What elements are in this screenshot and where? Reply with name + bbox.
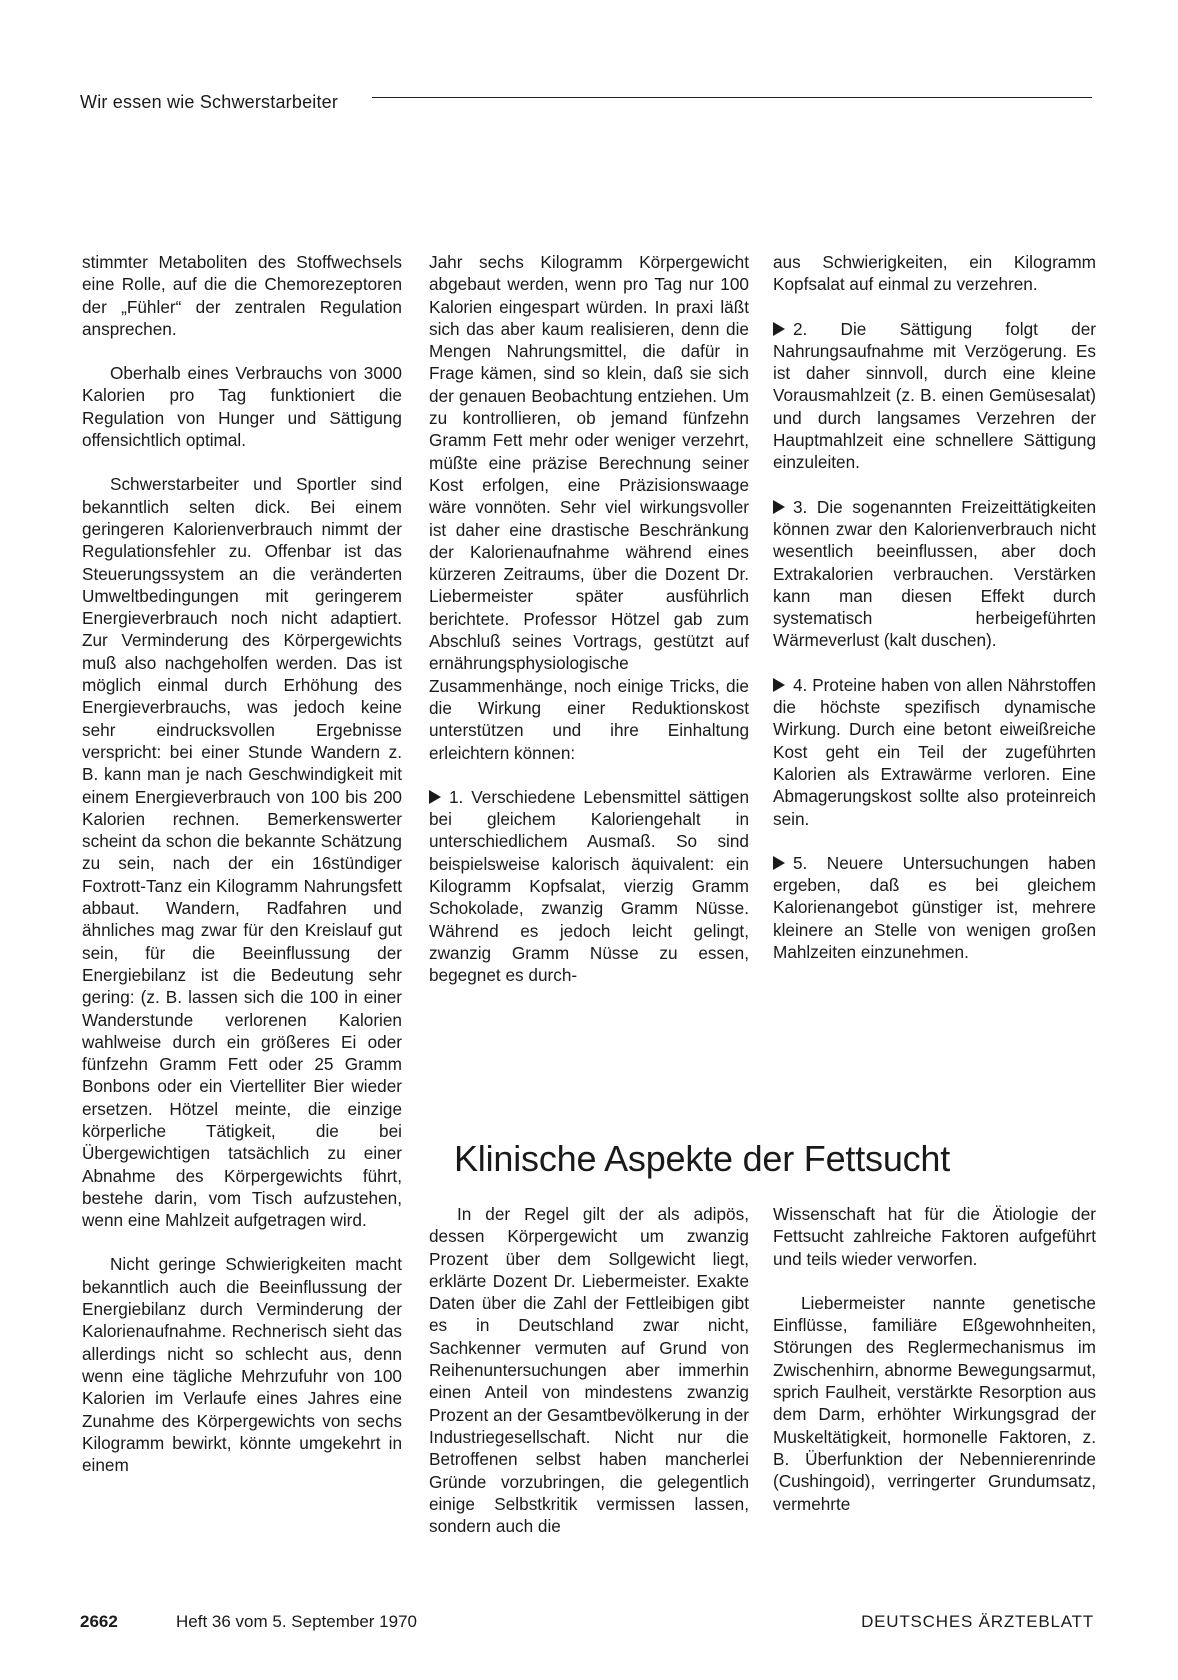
issue-info: Heft 36 vom 5. September 1970 — [176, 1612, 417, 1631]
list-item — [773, 674, 1096, 830]
paragraph: In der Regel gilt der als adipös, dessen Körpergewicht um zwanzig Prozent über dem Sollgewicht liegt, erklärte Dozent Dr. Liebermeister. Exakte Daten über die Zahl der Fettleibigen gibt es in Deutschland zwar nicht, Sachkenner vermuten auf Grund von Reihenuntersuchungen aber immerhin einen Anteil von mindestens zwanzig Prozent an der Gesamtbevölkerung in der Industriegesellschaft. Nicht nur die Betroffenen selbst haben mancherlei Gründe vorzubringen, die gelegentlich einige Selbstkritik vermissen lassen, sondern auch die — [429, 1204, 749, 1537]
paragraph: Oberhalb eines Verbrauchs von 3000 Kalorien pro Tag funktioniert die Regulation von Hunger und Sättigung offensichtlich optimal. — [82, 363, 402, 451]
triangle-bullet-icon — [773, 856, 785, 870]
list-item — [773, 318, 1096, 474]
paragraph: Schwerstarbeiter und Sportler sind bekanntlich selten dick. Bei einem geringeren Kalorienverbrauch nimmt der Regulationsfehler zu. Offenbar ist das Steuerungssystem an die veränderten Umweltbedingungen mit geringerem Energieverbrauch noch nicht adaptiert. Zur Verminderung des Körpergewichts muß also nachgeholfen werden. Das ist möglich einmal durch Erhöhung des Energieverbrauchs, was jedoch keine sehr eindrucksvollen Ergebnisse verspricht: bei einer Stunde Wandern z. B. kann man je nach Geschwindigkeit mit einem Energieverbrauch von 100 bis 200 Kalorien rechnen. Bemerkenswerter scheint da schon die bekannte Schätzung zu sein, nach der ein 16stündiger Foxtrott-Tanz ein Kilogramm Nahrungsfett abbaut. Wandern, Radfahren und ähnliches mag zwar für den Kreislauf gut sein, für die Beeinflussung der Energiebilanz ist die Bedeutung sehr gering: (z. B. lassen sich die 100 in einer Wanderstunde verlorenen Kalorien wahlweise durch ein größeres Ei oder fünfzehn Gramm Fett oder 25 Gramm Bonbons oder ein Viertelliter Bier wieder ersetzen. Hötzel meinte, die einzige körperliche Tätigkeit, die bei Übergewichtigen tatsächlich zu einer Abnahme des Körpergewichts führt, bestehe darin, vom Tisch aufzustehen, wenn eine Mahlzeit aufgetragen wird. — [82, 474, 402, 1231]
paragraph: Wissenschaft hat für die Ätiologie der Fettsucht zahlreiche Faktoren aufgeführt und teils wieder verworfen. — [773, 1204, 1096, 1269]
column-3-lower — [773, 1203, 1096, 1537]
triangle-bullet-icon — [773, 322, 785, 336]
triangle-bullet-icon — [773, 678, 785, 692]
list-item — [773, 496, 1096, 652]
section-title: Klinische Aspekte der Fettsucht — [454, 1138, 951, 1179]
paragraph: Jahr sechs Kilogramm Körpergewicht abgebaut werden, wenn pro Tag nur 100 Kalorien eingespart würden. In praxi läßt sich das aber kaum realisieren, denn die Mengen Nahrungsmittel, die dafür in Frage kämen, sind so klein, daß sie sich der genauen Beobachtung entziehen. Um zu kontrollieren, ob jemand fünfzehn Gramm Fett mehr oder weniger verzehrt, müßte eine präzise Berechnung seiner Kost erfolgen, eine Präzisionswaage wäre vonnöten. Sehr viel wirkungsvoller ist daher eine drastische Beschränkung der Kalorienaufnahme während eines kürzeren Zeitraums, über die Dozent Dr. Liebermeister später ausführlich berichtete. Professor Hötzel gab zum Abschluß seines Vortrags, gestützt auf ernährungsphysiologische Zusammenhänge, noch einige Tricks, die die Wirkung einer Reduktionskost unterstützen und ihre Einhaltung erleichtern können: — [429, 252, 749, 763]
triangle-bullet-icon — [429, 790, 441, 804]
page-number: 2662 — [80, 1612, 118, 1631]
paragraph: Nicht geringe Schwierigkeiten macht bekanntlich auch die Beeinflussung der Energiebilanz durch Verminderung der Kalorienaufnahme. Rechnerisch sieht das allerdings nicht so schlecht aus, denn wenn eine tägliche Mehrzufuhr von 100 Kalorien im Verlaufe eines Jahres eine Zunahme des Körpergewichts von sechs Kilogramm bewirkt, könnte umgekehrt in einem — [82, 1254, 402, 1476]
list-item — [773, 852, 1096, 963]
header-rule — [372, 97, 1092, 98]
column-2 — [429, 251, 749, 1009]
column-1 — [82, 251, 402, 1498]
list-item-text: 4. Proteine haben von allen Nährstoffen die höchste spezifisch dynamische Wirkung. Durch eine betont eiweißreiche Kost geht ein Teil der zugeführten Kalorien als Extrawärme verloren. Eine Abmagerungskost sollte also proteinreich sein. — [773, 674, 1096, 829]
list-item-text: 2. Die Sättigung folgt der Nahrungsaufnahme mit Verzögerung. Es ist daher sinnvoll, durch eine kleine Vorausmahlzeit (z. B. einen Gemüsesalat) und durch langsames Verzehren der Hauptmahlzeit eine schnellere Sättigung einzuleiten. — [773, 318, 1096, 473]
column-3 — [773, 251, 1096, 985]
triangle-bullet-icon — [773, 500, 785, 514]
list-item-text: 1. Verschiedene Lebensmittel sättigen bei gleichem Kaloriengehalt in unterschiedlichem Ausmaß. So sind beispielsweise kalorisch äquivalent: ein Kilogramm Kopfsalat, vierzig Gramm Schokolade, zwanzig Gramm Nüsse. Während es jedoch leicht gelingt, zwanzig Gramm Nüsse zu essen, begegnet es durch- — [429, 786, 749, 986]
paragraph: aus Schwierigkeiten, ein Kilogramm Kopfsalat auf einmal zu verzehren. — [773, 252, 1096, 295]
column-2-lower — [429, 1203, 749, 1559]
journal-name: DEUTSCHES ÄRZTEBLATT — [861, 1612, 1094, 1631]
list-item-text: 5. Neuere Untersuchungen haben ergeben, daß es bei gleichem Kalorienangebot günstiger ist, mehrere kleinere an Stelle von wenigen großen Mahlzeiten einzunehmen. — [773, 852, 1096, 963]
list-item-text: 3. Die sogenannten Freizeittätigkeiten können zwar den Kalorienverbrauch nicht wesentlich beeinflussen, aber doch Extrakalorien verbrauchen. Verstärken kann man diesen Effekt durch systematisch herbeigeführten Wärmeverlust (kalt duschen). — [773, 496, 1096, 651]
paragraph: stimmter Metaboliten des Stoffwechsels eine Rolle, auf die die Chemorezeptoren der „Fühler“ der zentralen Regulation ansprechen. — [82, 252, 402, 339]
list-item — [429, 786, 749, 987]
paragraph: Liebermeister nannte genetische Einflüsse, familiäre Eßgewohnheiten, Störungen des Reglermechanismus im Zwischenhirn, abnorme Bewegungsarmut, sprich Faulheit, verstärkte Resorption aus dem Darm, erhöhter Wirkungsgrad der Muskeltätigkeit, hormonelle Faktoren, z. B. Überfunktion der Nebennierenrinde (Cushingoid), verringerter Grundumsatz, vermehrte — [773, 1292, 1096, 1514]
running-head: Wir essen wie Schwerstarbeiter — [80, 92, 339, 112]
